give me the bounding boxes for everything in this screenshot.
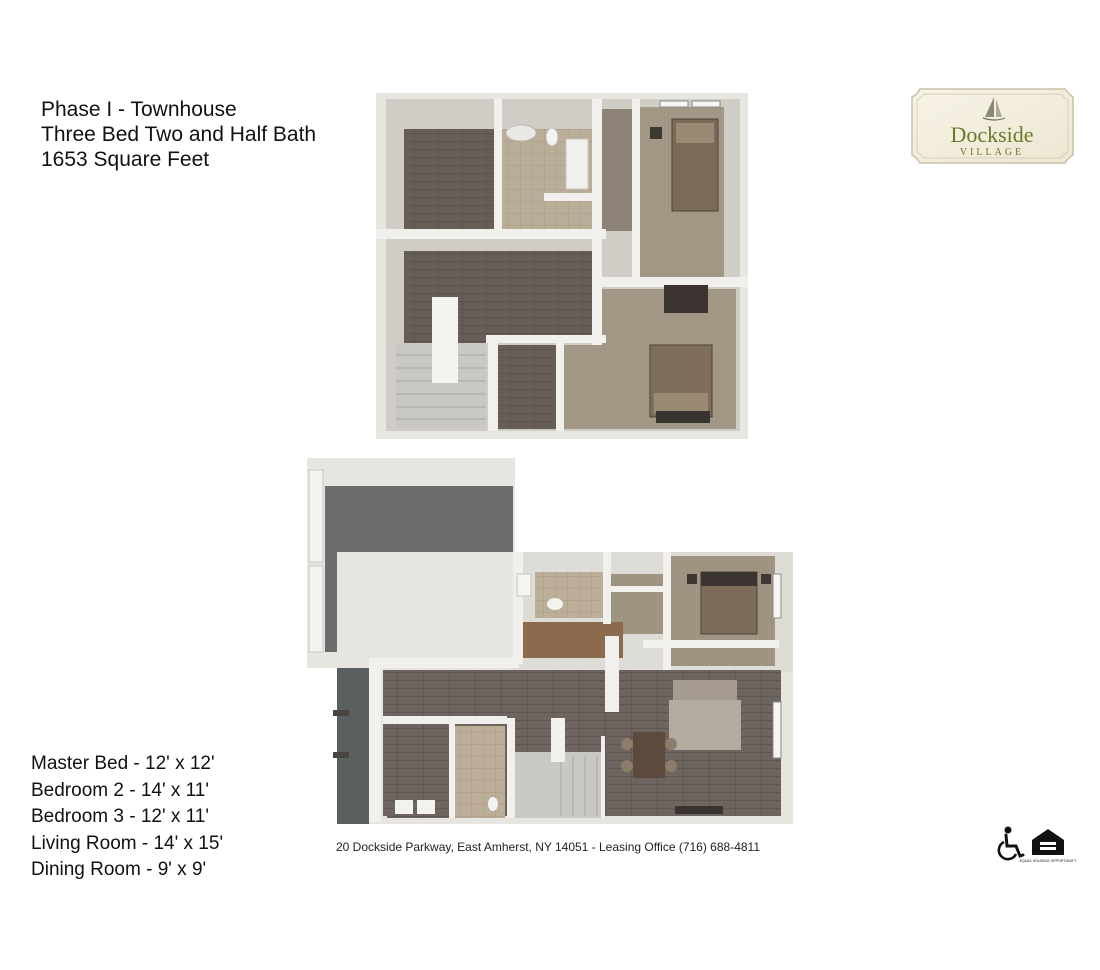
plan-subtitle: Three Bed Two and Half Bath: [41, 123, 317, 146]
room-bedroom-3: Bedroom 3 - 12' x 11': [31, 806, 209, 827]
wheelchair-icon: [999, 827, 1023, 860]
footer-address: 20 Dockside Parkway, East Amherst, NY 14051 - Leasing Office (716) 688-4811: [336, 840, 761, 854]
laundry-room: [535, 572, 605, 618]
plan-title-block: [41, 97, 316, 172]
room-living-room: Living Room - 14' x 15': [31, 832, 224, 854]
hall-closet: [602, 109, 632, 231]
dockside-village-logo: [910, 87, 1075, 165]
room-master-bed: Master Bed - 12' x 12': [31, 753, 215, 774]
room-dining-room: Dining Room - 9' x 9': [31, 859, 207, 880]
room-dimensions-list: [31, 751, 223, 884]
compliance-icons: [996, 826, 1077, 869]
upper-floor-plan: [376, 93, 748, 439]
rug: [669, 700, 741, 750]
logo-sub: VILLAGE: [959, 147, 1025, 158]
closet-top-left: [404, 129, 494, 229]
plan-square-feet: 1653 Square Feet: [41, 148, 210, 171]
plan-title: Phase I - Townhouse: [41, 98, 237, 121]
linen-closet: [498, 345, 556, 429]
room-bedroom-2: Bedroom 2 - 14' x 11': [31, 779, 209, 801]
equal-housing-opportunity-icon: [1020, 829, 1077, 863]
equal-housing-text: EQUAL HOUSING OPPORTUNITY: [1019, 859, 1077, 863]
lower-floor-plan: [303, 456, 797, 828]
logo-name: Dockside: [950, 122, 1034, 147]
